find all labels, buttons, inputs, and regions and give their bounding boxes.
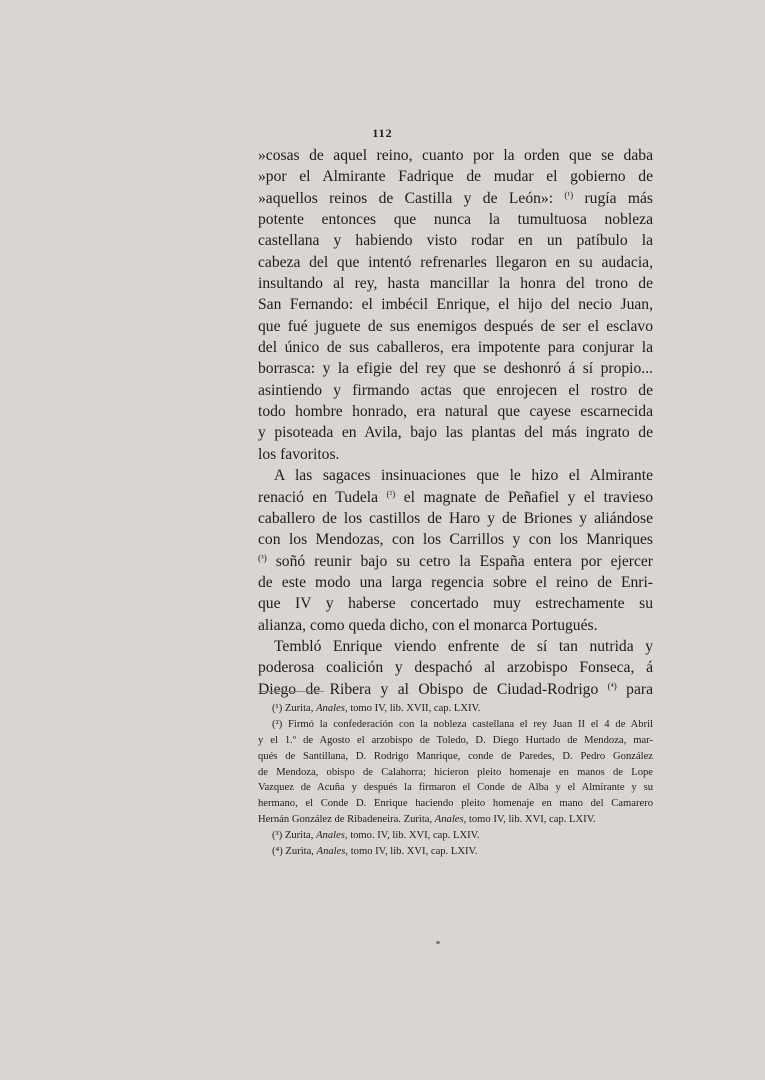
- text-segment: que IV y haberse concertado muy estrechamente su: [258, 595, 653, 613]
- text-segment: renació en Tudela: [258, 488, 387, 506]
- footnote-ref: (⁴): [607, 680, 617, 691]
- footnote-text: qués de Santillana, D. Rodrigo Manrique, conde de Paredes, D. Pedro González: [258, 750, 653, 762]
- text-segment: borrasca: y la efigie del rey que se deshonró á sí propio...: [258, 360, 653, 378]
- text-line: [258, 529, 653, 550]
- text-line: [258, 316, 653, 337]
- text-segment: del único de sus caballeros, era impotente para conjurar la: [258, 339, 653, 357]
- footnote-line: [258, 796, 653, 812]
- footnote-line: [258, 765, 653, 781]
- text-segment: los favoritos.: [258, 445, 340, 463]
- text-line: [258, 551, 653, 572]
- text-segment: castellana y habiendo visto rodar en un patíbulo la: [258, 232, 653, 250]
- text-segment: San Fernando: el imbécil Enrique, el hijo del necio Juan,: [258, 296, 653, 314]
- text-line: [258, 422, 653, 443]
- text-line: [258, 593, 653, 614]
- footnote-text: tomo IV, lib. XVI, cap. LXIV.: [466, 814, 596, 826]
- footnote-text: Hernán González de Ribadeneira. Zurita,: [258, 814, 435, 826]
- text-segment: rugía más: [573, 189, 653, 207]
- main-text: [258, 145, 653, 700]
- page-number: 112: [372, 126, 393, 140]
- footnote-title: Anales,: [434, 814, 467, 826]
- text-segment: cabeza del que intentó refrenarles llegaron en su audacia,: [258, 253, 653, 271]
- footnote-title: Anales,: [316, 703, 348, 714]
- text-line: [258, 636, 653, 657]
- text-segment: que fué juguete de sus enemigos después de ser el esclavo: [258, 317, 653, 335]
- text-line: [258, 679, 653, 700]
- footnote-ref: (¹): [564, 189, 574, 200]
- text-line: [258, 358, 653, 379]
- footnote-line: [258, 701, 653, 717]
- text-line: [258, 188, 653, 209]
- text-segment: de este modo una larga regencia sobre el reino de Enri-: [258, 573, 653, 591]
- footnote-title: Anales,: [316, 830, 348, 842]
- text-segment: poderosa coalición y despachó al arzobispo Fonseca, á: [258, 659, 653, 677]
- text-segment: potente entonces que nunca la tumultuosa nobleza: [258, 211, 653, 229]
- text-line: [258, 337, 653, 358]
- paper-speck: [436, 941, 440, 944]
- footnote-text: (⁴) Zurita,: [272, 846, 317, 858]
- footnote-text: (²) Firmó la confederación con la nobleza castellana el rey Juan II el 4 de Abril: [272, 718, 653, 730]
- text-segment: y pisoteada en Avila, bajo las plantas del más ingrato de: [258, 424, 653, 442]
- text-line: [258, 273, 653, 294]
- footnote-text: Vazquez de Acuña y después la firmaron el Conde de Alba y el Almirante y su: [258, 782, 653, 794]
- text-segment: todo hombre honrado, era natural que cayese escarnecida: [258, 403, 653, 421]
- footnote-divider: [258, 691, 324, 692]
- footnote-line: [258, 717, 653, 733]
- footnote-text: hermano, el Conde D. Enrique haciendo pleito homenaje en mano del Camarero: [258, 798, 653, 810]
- text-line: [258, 401, 653, 422]
- footnote-text: (¹) Zurita,: [272, 703, 317, 714]
- footnote-text: tomo IV, lib. XVI, cap. LXIV.: [348, 846, 478, 858]
- text-segment: Tembló Enrique viendo enfrente de sí tan nutrida y: [274, 637, 653, 655]
- footnote-ref: (³): [258, 552, 267, 563]
- text-line: [258, 657, 653, 678]
- footnote-text: (³) Zurita,: [272, 830, 317, 842]
- text-segment: el magnate de Peñafiel y el travieso: [395, 488, 653, 506]
- footnote-text: de Mendoza, obispo de Calahorra; hicieron pleito homenaje en manos de Lope: [258, 766, 653, 778]
- footnotes: [258, 701, 653, 860]
- footnote-text: y el 1.º de Agosto el arzobispo de Toledo, D. Diego Hurtado de Mendoza, mar-: [258, 734, 653, 746]
- footnote-line: [258, 844, 653, 860]
- text-line: [258, 444, 653, 465]
- text-line: [258, 465, 653, 486]
- text-segment: A las sagaces insinuaciones que le hizo el Almirante: [274, 467, 653, 485]
- text-segment: »aquellos reinos de Castilla y de León»:: [258, 189, 565, 207]
- text-segment: »cosas de aquel reino, cuanto por la orden que se daba: [258, 147, 653, 164]
- text-line: [258, 252, 653, 273]
- text-segment: con los Mendozas, con los Carrillos y con los Manriques: [258, 531, 653, 549]
- text-line: [258, 380, 653, 401]
- text-line: [258, 209, 653, 230]
- text-line: [258, 615, 653, 636]
- footnote-text: tomo. IV, lib. XVI, cap. LXIV.: [347, 830, 480, 842]
- text-line: [258, 145, 653, 166]
- text-segment: »por el Almirante Fadrique de mudar el gobierno de: [258, 168, 653, 186]
- footnote-line: [258, 749, 653, 765]
- text-line: [258, 166, 653, 187]
- text-segment: asintiendo y firmando actas que enrojecen el rostro de: [258, 381, 653, 399]
- footnote-line: [258, 780, 653, 796]
- text-line: [258, 487, 653, 508]
- text-line: [258, 294, 653, 315]
- text-line: [258, 230, 653, 251]
- text-line: [258, 508, 653, 529]
- footnote-title: Anales,: [316, 846, 349, 858]
- footnote-line: [258, 812, 653, 828]
- footnote-text: tomo IV, lib. XVII, cap. LXIV.: [347, 703, 481, 714]
- text-line: [258, 572, 653, 593]
- text-segment: insultando al rey, hasta mancillar la honra del trono de: [258, 275, 653, 293]
- text-segment: para: [616, 680, 653, 698]
- text-segment: Diego de Ribera y al Obispo de Ciudad-Rodrigo: [258, 680, 608, 698]
- footnote-line: [258, 733, 653, 749]
- footnote-ref: (²): [386, 488, 396, 499]
- text-segment: caballero de los castillos de Haro y de Briones y aliándose: [258, 509, 653, 527]
- text-segment: soñó reunir bajo su cetro la España entera por ejercer: [266, 552, 653, 570]
- text-segment: alianza, como queda dicho, con el monarca Portugués.: [258, 616, 598, 634]
- footnote-line: [258, 828, 653, 844]
